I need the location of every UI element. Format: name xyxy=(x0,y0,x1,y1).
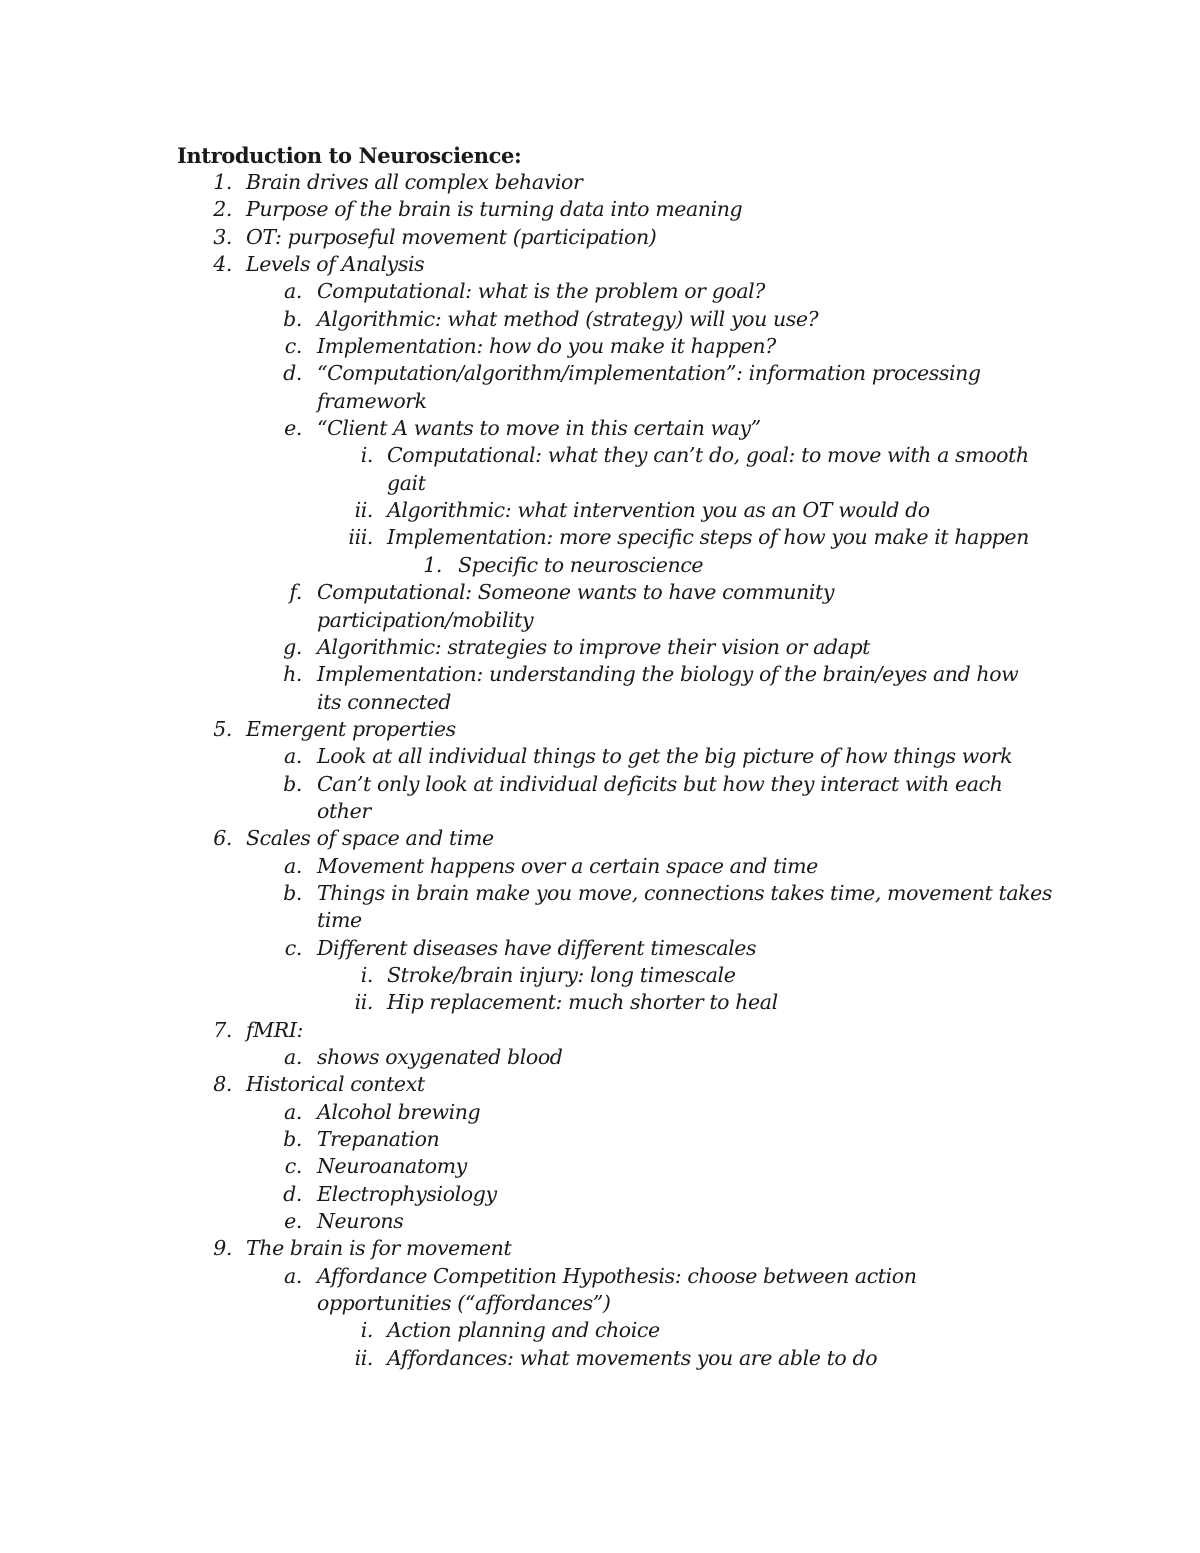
list-item xyxy=(0,1208,1200,1235)
list-item xyxy=(0,1044,1200,1071)
list-item-text: Things in brain make you move, connections takes time, movement takes xyxy=(317,880,1053,905)
list-item-text: Computational: what is the problem or goal? xyxy=(317,279,765,304)
list-item-continuation xyxy=(0,1290,1200,1317)
list-item-text: its connected xyxy=(317,689,451,714)
list-item xyxy=(0,442,1200,469)
list-marker: i. xyxy=(360,962,373,987)
list-marker: d. xyxy=(283,1181,302,1206)
list-item-text: gait xyxy=(387,470,426,495)
list-item xyxy=(0,169,1200,196)
list-marker: a. xyxy=(284,279,302,304)
list-item-text: Neuroanatomy xyxy=(317,1154,467,1179)
list-marker: 3. xyxy=(213,224,232,249)
list-marker: 2. xyxy=(213,197,232,222)
list-marker: i. xyxy=(360,443,373,468)
list-marker: c. xyxy=(284,1154,302,1179)
list-marker: iii. xyxy=(348,525,373,550)
list-item xyxy=(0,224,1200,251)
list-marker: ii. xyxy=(354,1345,373,1370)
list-item xyxy=(0,1153,1200,1180)
list-item-text: Can’t only look at individual deficits but how they interact with each xyxy=(317,771,1003,796)
list-marker: 7. xyxy=(213,1017,232,1042)
list-item-continuation xyxy=(0,470,1200,497)
list-item-continuation xyxy=(0,689,1200,716)
list-item-text: participation/mobility xyxy=(317,607,534,632)
list-item-text: Implementation: more specific steps of how you make it happen xyxy=(387,525,1029,550)
list-marker: ii. xyxy=(354,990,373,1015)
list-item-text: Look at all individual things to get the big picture of how things work xyxy=(317,744,1013,769)
list-item-text: Electrophysiology xyxy=(317,1181,497,1206)
list-item xyxy=(0,1099,1200,1126)
list-item-text: Implementation: how do you make it happen? xyxy=(317,334,776,359)
list-item-text: Algorithmic: strategies to improve their vision or adapt xyxy=(317,634,871,659)
list-item-text: Computational: what they can’t do, goal: to move with a smooth xyxy=(387,443,1029,468)
list-item xyxy=(0,1126,1200,1153)
list-item xyxy=(0,935,1200,962)
list-item-continuation xyxy=(0,607,1200,634)
list-item xyxy=(0,825,1200,852)
list-marker: e. xyxy=(284,416,302,441)
list-item xyxy=(0,1317,1200,1344)
list-item-continuation xyxy=(0,798,1200,825)
list-item xyxy=(0,415,1200,442)
list-item-text: Levels of Analysis xyxy=(246,252,425,277)
list-marker: a. xyxy=(284,853,302,878)
list-item xyxy=(0,771,1200,798)
list-item-text: Movement happens over a certain space and time xyxy=(317,853,818,878)
list-item xyxy=(0,306,1200,333)
list-item xyxy=(0,1345,1200,1372)
list-marker: 1. xyxy=(423,552,442,577)
list-item xyxy=(0,196,1200,223)
list-item xyxy=(0,278,1200,305)
list-item-text: Stroke/brain injury: long timescale xyxy=(387,962,736,987)
list-marker: a. xyxy=(284,1045,302,1069)
list-item xyxy=(0,661,1200,688)
list-item xyxy=(0,333,1200,360)
list-item xyxy=(0,716,1200,743)
list-item-continuation xyxy=(0,388,1200,415)
list-item-text: Purpose of the brain is turning data into meaning xyxy=(246,197,743,222)
list-item-text: OT: purposeful movement (participation) xyxy=(246,224,657,249)
list-item xyxy=(0,962,1200,989)
list-item-text: Algorithmic: what method (strategy) will you use? xyxy=(317,306,819,331)
outline-list xyxy=(0,169,1200,1372)
list-item-text: “Client A wants to move in this certain way” xyxy=(317,416,761,441)
list-item-text: opportunities (“affordances”) xyxy=(317,1291,611,1316)
list-marker: d. xyxy=(283,361,302,386)
list-marker: g. xyxy=(283,634,302,659)
list-item-text: Computational: Someone wants to have community xyxy=(317,580,835,605)
list-marker: i. xyxy=(360,1318,373,1343)
list-item xyxy=(0,1071,1200,1098)
list-marker: a. xyxy=(284,1263,302,1288)
list-item-text: Algorithmic: what intervention you as an OT would do xyxy=(387,498,930,523)
list-marker: b. xyxy=(283,880,302,905)
list-marker: e. xyxy=(284,1209,302,1234)
list-marker: 8. xyxy=(213,1072,232,1097)
list-item xyxy=(0,989,1200,1016)
list-marker: b. xyxy=(283,306,302,331)
list-item xyxy=(0,853,1200,880)
list-item-text: Action planning and choice xyxy=(387,1318,660,1343)
list-marker: 9. xyxy=(213,1236,232,1261)
list-item xyxy=(0,880,1200,907)
list-item-continuation xyxy=(0,907,1200,934)
list-marker: 6. xyxy=(213,826,232,851)
list-marker: a. xyxy=(284,1099,302,1124)
list-item-text: time xyxy=(317,908,362,933)
list-marker: f. xyxy=(289,580,302,605)
list-item-text: Different diseases have different timescales xyxy=(317,935,757,960)
list-marker: c. xyxy=(284,334,302,359)
list-item xyxy=(0,1235,1200,1262)
list-item-text: Affordance Competition Hypothesis: choose between action xyxy=(317,1263,917,1288)
list-item xyxy=(0,634,1200,661)
list-item xyxy=(0,1017,1200,1044)
list-item xyxy=(0,743,1200,770)
list-item-text: Alcohol brewing xyxy=(317,1099,481,1124)
list-item xyxy=(0,1263,1200,1290)
list-item-text: Scales of space and time xyxy=(246,826,494,851)
list-item-text: Hip replacement: much shorter to heal xyxy=(387,990,778,1015)
list-marker: h. xyxy=(283,662,302,687)
list-item xyxy=(0,360,1200,387)
list-item xyxy=(0,497,1200,524)
list-item-text: “Computation/algorithm/implementation”: information processing xyxy=(317,361,981,386)
list-marker: 4. xyxy=(213,252,232,277)
list-marker: c. xyxy=(284,935,302,960)
page-title: Introduction to Neuroscience: xyxy=(177,143,522,168)
list-item xyxy=(0,1181,1200,1208)
list-marker: 1. xyxy=(213,170,232,194)
list-item xyxy=(0,524,1200,551)
list-item-text: shows oxygenated blood xyxy=(317,1045,563,1069)
list-marker: b. xyxy=(283,1127,302,1152)
list-item xyxy=(0,251,1200,278)
list-item-text: framework xyxy=(317,388,427,413)
list-item-text: Neurons xyxy=(317,1209,404,1234)
list-item-text: fMRI: xyxy=(246,1017,304,1042)
list-marker: b. xyxy=(283,771,302,796)
list-item-text: Brain drives all complex behavior xyxy=(246,170,583,194)
list-marker: 5. xyxy=(213,716,232,741)
list-item xyxy=(0,579,1200,606)
list-item xyxy=(0,552,1200,579)
list-item-text: The brain is for movement xyxy=(246,1236,512,1261)
list-item-text: Historical context xyxy=(246,1072,425,1097)
list-item-text: Specific to neuroscience xyxy=(458,552,704,577)
list-marker: ii. xyxy=(354,498,373,523)
list-item-text: Emergent properties xyxy=(246,716,456,741)
list-item-text: Affordances: what movements you are able to do xyxy=(387,1345,878,1370)
list-item-text: Implementation: understanding the biology of the brain/eyes and how xyxy=(317,662,1019,687)
list-marker: a. xyxy=(284,744,302,769)
list-item-text: other xyxy=(317,798,371,823)
list-item-text: Trepanation xyxy=(317,1127,440,1152)
